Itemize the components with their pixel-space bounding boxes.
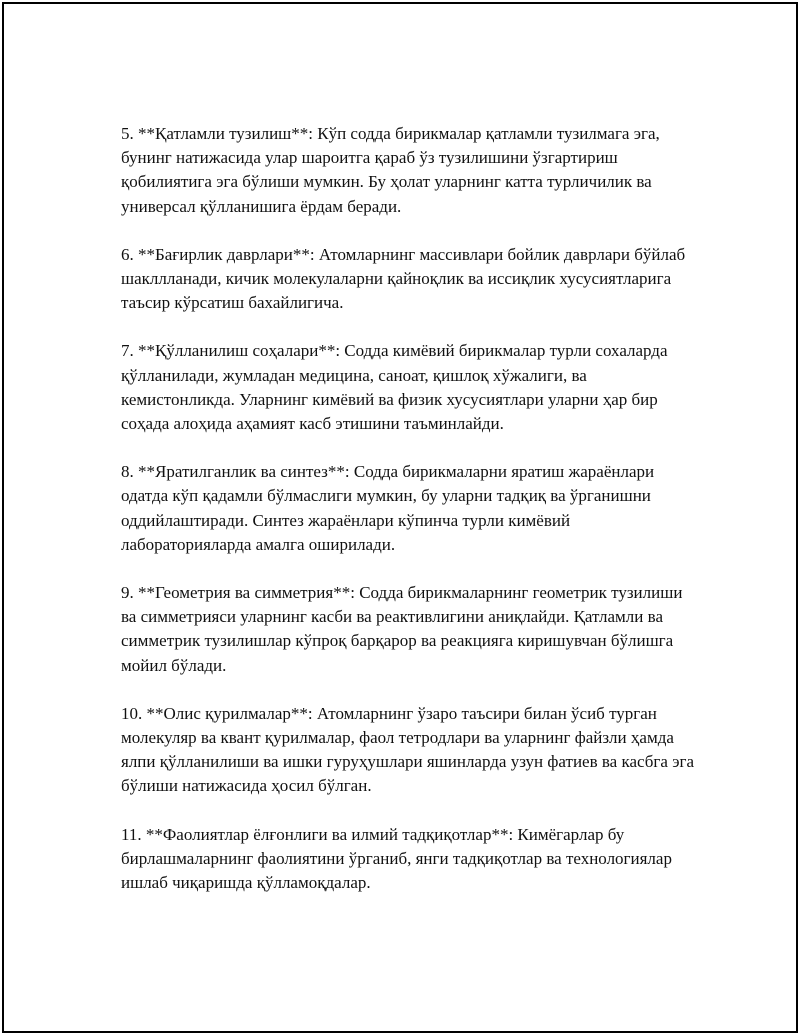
- paragraph-item-11: 11. **Фаолиятлар ёлғонлиги ва илмий тадқиқотлар**: Кимёгарлар бу бирлашмаларнинг фаолиятини ўрганиб, янги тадқиқотлар ва технологиялар ишлаб чиқаришда қўлламоқдалар.: [121, 824, 672, 893]
- paragraph-item-5: 5. **Қатламли тузилиш**: Кўп содда бирикмалар қатламли тузилмага эга, бунинг натижасида улар шароитга қараб ўз тузилишини ўзгартириш қобилиятига эга бўлиши мумкин. Бу ҳолат уларнинг катта турличилик ва универсал қўлланишига ёрдам беради.: [121, 124, 660, 216]
- paragraph-item-7: 7. **Қўлланилиш соҳалари**: Содда кимёвий бирикмалар турли сохаларда қўлланилади, жумладан медицина, саноат, қишлоқ хўжалиги, ва кемистонликда. Уларнинг кимёвий ва физик хусусиятлари уларни ҳар бир соҳада алоҳида аҳамият касб этишини таъминлайди.: [121, 341, 668, 434]
- paragraph-item-10: 10. **Олис қурилмалар**: Атомларнинг ўзаро таъсири билан ўсиб турган молекуляр ва квант қурилмалар, фаол тетродлари ва уларнинг файзли ҳамда ялпи қўлланилиши ва ишки гуруҳушлари яшинларда узун фатиев ва касбга эга бўлиши натижасида ҳосил бўлган.: [121, 703, 695, 796]
- page-frame: [2, 2, 798, 1033]
- paragraph-item-9: 9. **Геометрия ва симметрия**: Содда бирикмаларнинг геометрик тузилиши ва симметрияси уларнинг касби ва реактивлигини аниқлайди. Қатламли ва симметрик тузилишлар кўпроқ барқарор ва реакцияга киришувчан бўлишга мойил бўлади.: [121, 583, 683, 675]
- paragraph-item-8: 8. **Яратилганлик ва синтез**: Содда бирикмаларни яратиш жараёнлари одатда кўп қадамли бўлмаслиги мумкин, бу уларни тадқиқ ва ўрганишни оддийлаштиради. Синтез жараёнлари кўпинча турли кимёвий лабораторияларда амалга оширилади.: [121, 462, 655, 554]
- paragraph-item-6: 6. **Бағирлик даврлари**: Атомларнинг массивлари бойлик даврлари бўйлаб шакллланади, кичик молекулаларни қайноқлик ва иссиқлик хусусиятларига таъсир кўрсатиш бахайлигича.: [121, 244, 686, 313]
- document-body: [121, 122, 701, 895]
